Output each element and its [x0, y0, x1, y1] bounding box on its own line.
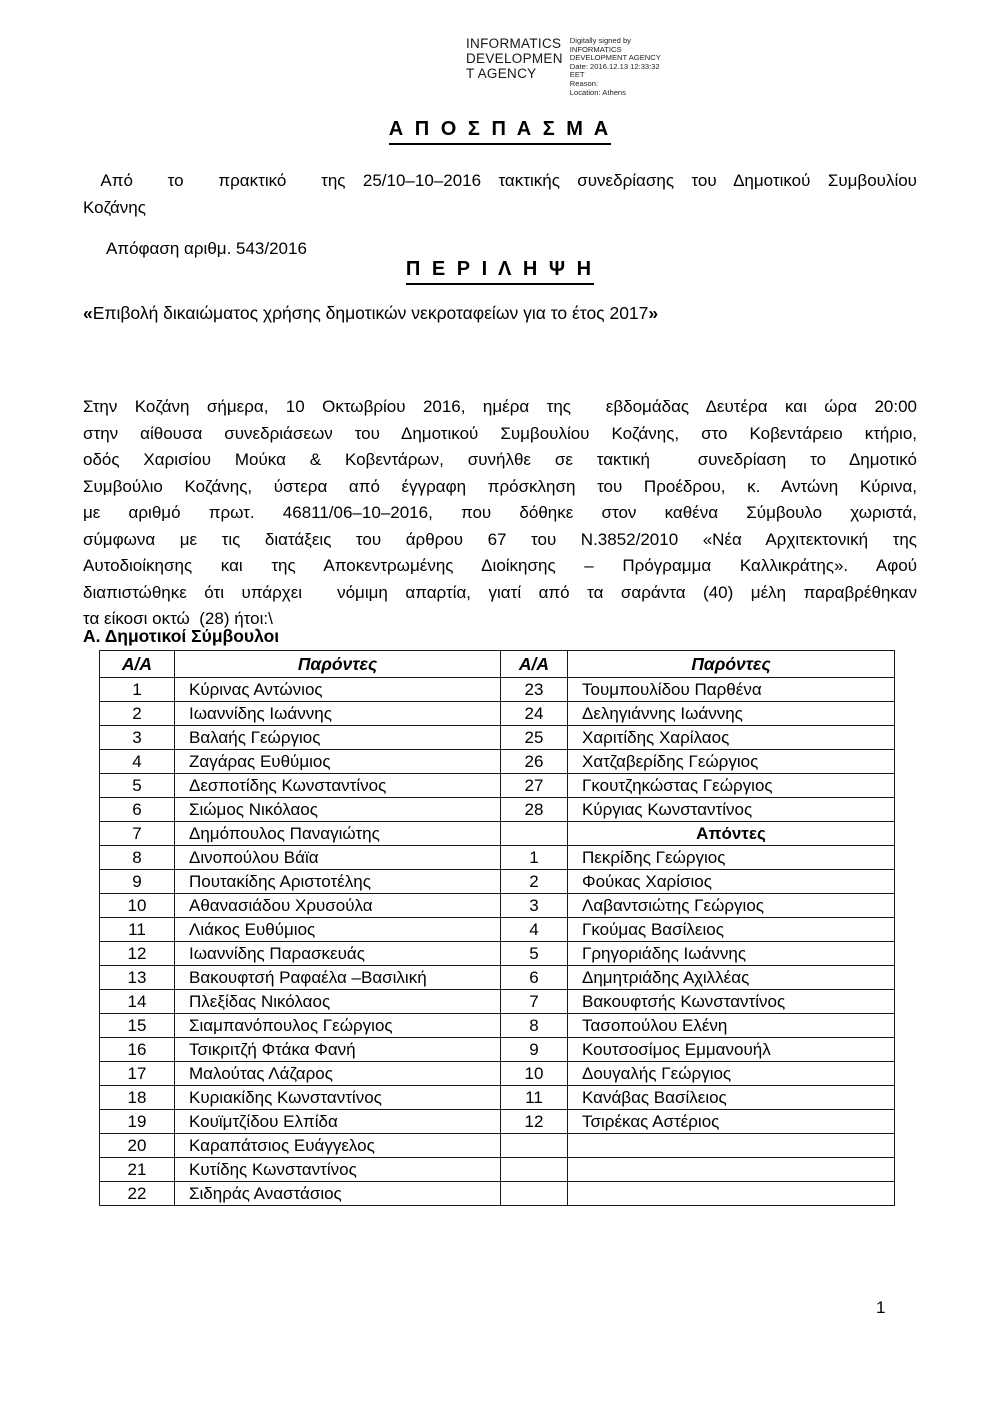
member-name-cell: Ιωαννίδης Ιωάννης	[175, 702, 501, 726]
member-name-cell: Δεληγιάννης Ιωάννης	[568, 702, 895, 726]
header-present-right: Παρόντες	[568, 651, 895, 678]
header-present-left: Παρόντες	[175, 651, 501, 678]
member-name-cell: Βακουφτσής Κωνσταντίνος	[568, 990, 895, 1014]
member-name-cell: Τσιρέκας Αστέριος	[568, 1110, 895, 1134]
member-name-cell: Μαλούτας Λάζαρος	[175, 1062, 501, 1086]
member-name-cell: Χαριτίδης Χαρίλαος	[568, 726, 895, 750]
row-number-cell: 19	[100, 1110, 175, 1134]
row-number-cell: 22	[100, 1182, 175, 1206]
row-number-cell: 6	[501, 966, 568, 990]
member-name-cell	[568, 1134, 895, 1158]
row-number-cell: 3	[100, 726, 175, 750]
table-row	[100, 798, 895, 822]
member-name-cell: Κύργιας Κωνσταντίνος	[568, 798, 895, 822]
table-row	[100, 1182, 895, 1206]
member-name-cell: Απόντες	[568, 822, 895, 846]
council-table-body	[100, 678, 895, 1206]
document-title: Α Π Ο Σ Π Α Σ Μ Α	[389, 118, 611, 145]
table-row	[100, 894, 895, 918]
member-name-cell: Δημητριάδης Αχιλλέας	[568, 966, 895, 990]
table-row	[100, 1086, 895, 1110]
table-row	[100, 1110, 895, 1134]
member-name-cell: Γρηγοριάδης Ιωάννης	[568, 942, 895, 966]
table-row	[100, 1062, 895, 1086]
row-number-cell: 3	[501, 894, 568, 918]
subject-close-quote: »	[648, 303, 659, 323]
row-number-cell: 13	[100, 966, 175, 990]
header-aa-left: Α/Α	[100, 651, 175, 678]
intro-paragraph	[83, 168, 917, 221]
signature-agency-line: INFORMATICS	[466, 36, 562, 51]
row-number-cell: 8	[100, 846, 175, 870]
row-number-cell: 9	[501, 1038, 568, 1062]
header-aa-right: Α/Α	[501, 651, 568, 678]
table-row	[100, 1134, 895, 1158]
table-row	[100, 846, 895, 870]
member-name-cell: Βακουφτσή Ραφαέλα –Βασιλική	[175, 966, 501, 990]
row-number-cell: 1	[501, 846, 568, 870]
member-name-cell: Ιωαννίδης Παρασκευάς	[175, 942, 501, 966]
table-row	[100, 1158, 895, 1182]
signature-detail-line: DEVELOPMENT AGENCY	[569, 53, 661, 63]
row-number-cell: 2	[501, 870, 568, 894]
member-name-cell: Πλεξίδας Νικόλαος	[175, 990, 501, 1014]
signature-detail-line: Date: 2016.12.13 12:33:32	[569, 61, 660, 71]
member-name-cell: Λαβαντσιώτης Γεώργιος	[568, 894, 895, 918]
member-name-cell: Χατζαβερίδης Γεώργιος	[568, 750, 895, 774]
member-name-cell: Αθανασιάδου Χρυσούλα	[175, 894, 501, 918]
member-name-cell: Δημόπουλος Παναγιώτης	[175, 822, 501, 846]
member-name-cell	[568, 1182, 895, 1206]
row-number-cell: 20	[100, 1134, 175, 1158]
body-line: Στην Κοζάνη σήμερα, 10 Οκτωβρίου 2016, ημέρα της εβδομάδας Δευτέρα και ώρα 20:00	[83, 397, 917, 416]
intro-line: Κοζάνης	[83, 197, 146, 217]
member-name-cell: Καραπάτσιος Ευάγγελος	[175, 1134, 501, 1158]
member-name-cell: Κανάβας Βασίλειος	[568, 1086, 895, 1110]
member-name-cell: Δινοπούλου Βάϊα	[175, 846, 501, 870]
row-number-cell: 10	[501, 1062, 568, 1086]
body-line: τα είκοσι οκτώ (28) ήτοι:\	[83, 609, 273, 628]
row-number-cell: 8	[501, 1014, 568, 1038]
member-name-cell: Τασοπούλου Ελένη	[568, 1014, 895, 1038]
body-line: οδός Χαρισίου Μούκα & Κοβεντάρων, συνήλθε σε τακτική συνεδρίαση το Δημοτικό	[83, 450, 917, 469]
member-name-cell: Δεσποτίδης Κωνσταντίνος	[175, 774, 501, 798]
member-name-cell: Σιώμος Νικόλαος	[175, 798, 501, 822]
body-line: Αυτοδιοίκησης και της Αποκεντρωμένης Διοίκησης – Πρόγραμμα Καλλικράτης». Αφού	[83, 556, 917, 575]
table-row	[100, 990, 895, 1014]
row-number-cell: 12	[100, 942, 175, 966]
council-members-table	[99, 650, 895, 1206]
digital-signature-stamp	[466, 36, 661, 97]
body-line: διαπιστώθηκε ότι υπάρχει νόμιμη απαρτία, γιατί από τα σαράντα (40) μέλη παραβρέθηκαν	[83, 582, 917, 602]
signature-agency-line: T AGENCY	[466, 66, 537, 81]
body-line: στην αίθουσα συνεδριάσεων του Δημοτικού Συμβουλίου Κοζάνης, στο Κοβεντάρειο κτήριο,	[83, 423, 917, 443]
row-number-cell: 10	[100, 894, 175, 918]
row-number-cell: 7	[501, 990, 568, 1014]
row-number-cell: 23	[501, 678, 568, 702]
subject-text: Επιβολή δικαιώματος χρήσης δημοτικών νεκροταφείων για το έτος 2017	[92, 303, 649, 323]
row-number-cell: 25	[501, 726, 568, 750]
row-number-cell: 5	[501, 942, 568, 966]
row-number-cell: 4	[100, 750, 175, 774]
subject-line	[83, 303, 917, 324]
row-number-cell: 4	[501, 918, 568, 942]
intro-line: Από το πρακτικό της 25/10–10–2016 τακτικής συνεδρίασης του Δημοτικού Συμβουλίου	[83, 171, 917, 190]
member-name-cell: Δουγαλής Γεώργιος	[568, 1062, 895, 1086]
row-number-cell: 11	[501, 1086, 568, 1110]
table-row	[100, 870, 895, 894]
row-number-cell: 21	[100, 1158, 175, 1182]
member-name-cell: Κουτσοσίμος Εμμανουήλ	[568, 1038, 895, 1062]
row-number-cell: 12	[501, 1110, 568, 1134]
section-a-title: Α. Δημοτικοί Σύμβουλοι	[83, 626, 280, 646]
signature-agency-name	[466, 36, 563, 97]
row-number-cell: 9	[100, 870, 175, 894]
member-name-cell: Κύρινας Αντώνιος	[175, 678, 501, 702]
table-row	[100, 1038, 895, 1062]
signature-detail-line: INFORMATICS	[569, 44, 622, 54]
subject-open-quote: «	[83, 303, 93, 323]
row-number-cell: 11	[100, 918, 175, 942]
decision-number: Απόφαση αριθμ. 543/2016	[106, 239, 307, 258]
body-line: σύμφωνα με τις διατάξεις του άρθρου 67 του Ν.3852/2010 «Νέα Αρχιτεκτονική της	[83, 529, 917, 549]
table-row	[100, 822, 895, 846]
row-number-cell	[501, 1182, 568, 1206]
table-row	[100, 942, 895, 966]
row-number-cell	[501, 1134, 568, 1158]
row-number-cell: 28	[501, 798, 568, 822]
row-number-cell: 1	[100, 678, 175, 702]
member-name-cell: Πουτακίδης Αριστοτέλης	[175, 870, 501, 894]
body-paragraph	[83, 394, 917, 633]
row-number-cell: 27	[501, 774, 568, 798]
signature-detail-line: Location: Athens	[569, 87, 626, 97]
signature-detail-line: Digitally signed by	[569, 36, 631, 45]
page-number: 1	[876, 1298, 886, 1317]
member-name-cell: Σιαμπανόπουλος Γεώργιος	[175, 1014, 501, 1038]
member-name-cell: Κυριακίδης Κωνσταντίνος	[175, 1086, 501, 1110]
member-name-cell: Φούκας Χαρίσιος	[568, 870, 895, 894]
member-name-cell: Γκούμας Βασίλειος	[568, 918, 895, 942]
row-number-cell: 2	[100, 702, 175, 726]
row-number-cell: 16	[100, 1038, 175, 1062]
signature-details	[570, 36, 661, 97]
table-row	[100, 678, 895, 702]
table-header-row	[100, 651, 895, 678]
row-number-cell: 15	[100, 1014, 175, 1038]
table-row	[100, 726, 895, 750]
table-row	[100, 774, 895, 798]
member-name-cell: Σιδηράς Αναστάσιος	[175, 1182, 501, 1206]
member-name-cell: Κουϊμτζίδου Ελπίδα	[175, 1110, 501, 1134]
row-number-cell: 6	[100, 798, 175, 822]
signature-agency-line: DEVELOPMEN	[466, 51, 563, 66]
row-number-cell: 26	[501, 750, 568, 774]
row-number-cell: 17	[100, 1062, 175, 1086]
signature-detail-line: EET	[569, 70, 585, 80]
table-row	[100, 1014, 895, 1038]
signature-detail-line: Reason:	[569, 78, 599, 88]
table-row	[100, 702, 895, 726]
row-number-cell: 7	[100, 822, 175, 846]
table-row	[100, 918, 895, 942]
summary-title: Π Ε Ρ Ι Λ Η Ψ Η	[406, 258, 594, 285]
body-line: Συμβούλιο Κοζάνης, ύστερα από έγγραφη πρόσκληση του Προέδρου, κ. Αντώνη Κύρινα,	[83, 476, 917, 496]
row-number-cell: 18	[100, 1086, 175, 1110]
body-line: με αριθμό πρωτ. 46811/06–10–2016, που δόθηκε στον καθένα Σύμβουλο χωριστά,	[83, 503, 917, 522]
document-title-wrap	[83, 118, 917, 145]
row-number-cell: 24	[501, 702, 568, 726]
summary-title-wrap	[83, 258, 917, 285]
row-number-cell: 5	[100, 774, 175, 798]
member-name-cell: Βαλαής Γεώργιος	[175, 726, 501, 750]
row-number-cell: 14	[100, 990, 175, 1014]
member-name-cell: Λιάκος Ευθύμιος	[175, 918, 501, 942]
member-name-cell: Τουμπουλίδου Παρθένα	[568, 678, 895, 702]
row-number-cell	[501, 822, 568, 846]
member-name-cell: Τσικριτζή Φτάκα Φανή	[175, 1038, 501, 1062]
table-row	[100, 750, 895, 774]
member-name-cell: Πεκρίδης Γεώργιος	[568, 846, 895, 870]
member-name-cell	[568, 1158, 895, 1182]
member-name-cell: Ζαγάρας Ευθύμιος	[175, 750, 501, 774]
row-number-cell	[501, 1158, 568, 1182]
member-name-cell: Γκουτζηκώστας Γεώργιος	[568, 774, 895, 798]
member-name-cell: Κυτίδης Κωνσταντίνος	[175, 1158, 501, 1182]
table-row	[100, 966, 895, 990]
